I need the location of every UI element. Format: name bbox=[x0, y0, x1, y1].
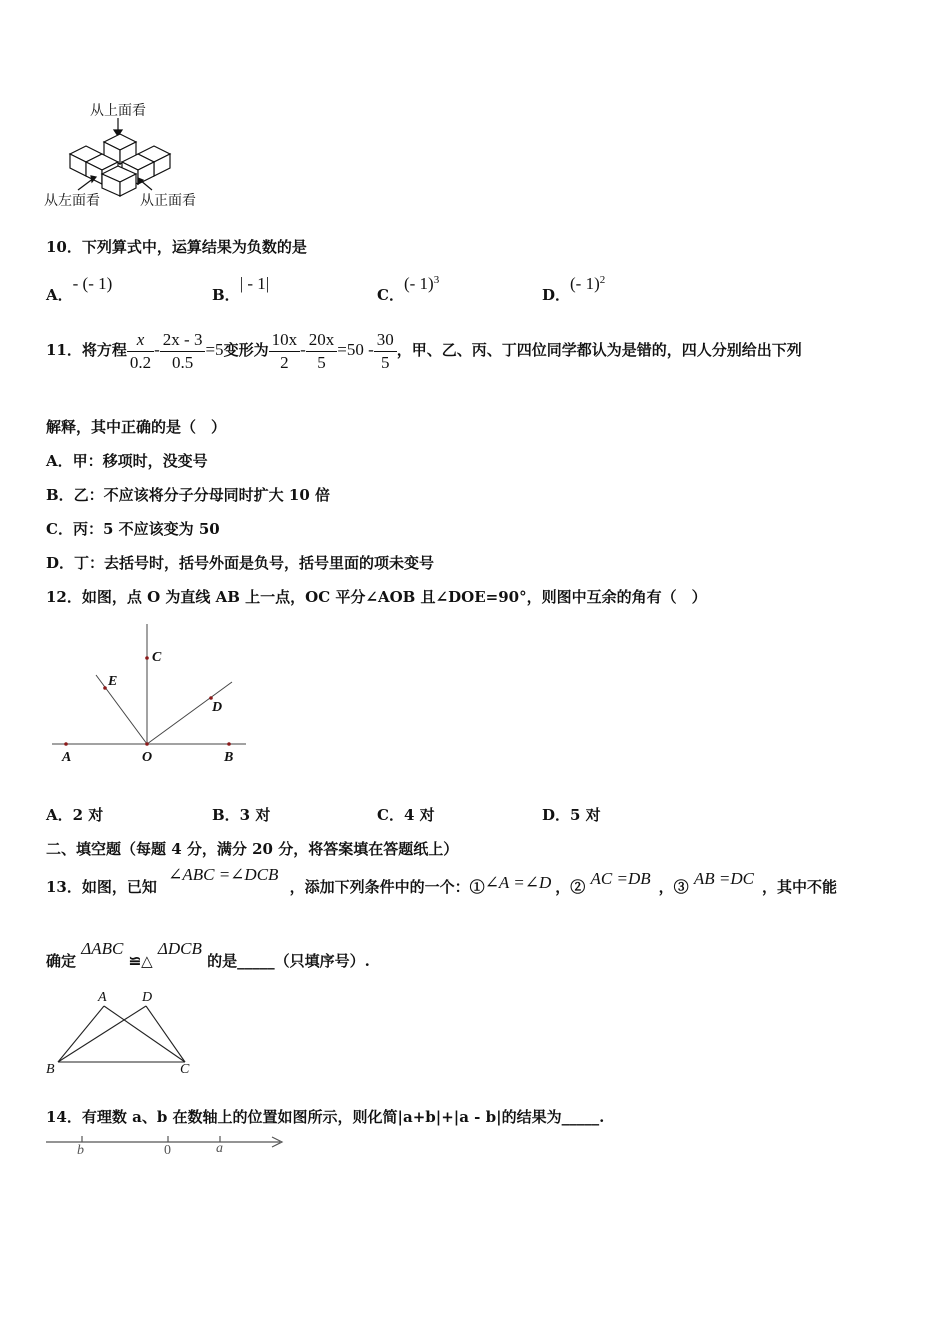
equals-five: =5 bbox=[205, 340, 224, 359]
point-label-d: D bbox=[212, 700, 223, 715]
q11-option-a: A．甲：移项时，没变号 bbox=[46, 452, 208, 470]
q13-line2 bbox=[46, 939, 370, 971]
q13-line1 bbox=[46, 865, 837, 897]
q10-option-b bbox=[212, 274, 269, 305]
option-exponent: 2 bbox=[599, 274, 606, 286]
q11-option-c: C．丙：5 不应该变为 50 bbox=[46, 520, 220, 538]
point-label-b: B bbox=[46, 1062, 55, 1077]
q13-line2-b: 的是_____（只填序号）. bbox=[207, 952, 370, 970]
option-letter: C． bbox=[377, 286, 404, 304]
point-label-o: O bbox=[142, 750, 153, 765]
label-front-view: 从正面看 bbox=[140, 193, 196, 209]
q10-option-d bbox=[542, 274, 605, 305]
q12-option-c: C．4 对 bbox=[377, 806, 435, 824]
q11-suffix: ，甲、乙、丙、丁四位同学都认为是错的，四人分别给出下列 bbox=[396, 341, 802, 359]
figure-angles bbox=[46, 620, 256, 770]
point-label-a: A bbox=[62, 750, 72, 765]
tick-label-a: a bbox=[216, 1141, 223, 1156]
option-expr: (- 1) bbox=[403, 274, 434, 293]
q13-line2-a: 确定 bbox=[46, 952, 77, 970]
q11-line1 bbox=[46, 326, 802, 374]
q13-sep-3: ，③ bbox=[658, 878, 689, 896]
option-letter: A． bbox=[46, 286, 73, 304]
figure-number-line bbox=[44, 1132, 294, 1166]
point-label-b: B bbox=[224, 750, 234, 765]
q13-triangle-1: ΔABC bbox=[81, 939, 124, 958]
label-left-view: 从左面看 bbox=[44, 193, 100, 209]
point-label-e: E bbox=[108, 674, 118, 689]
point-label-d: D bbox=[142, 990, 153, 1005]
q13-suffix: ，其中不能 bbox=[761, 878, 837, 896]
option-expr: | - 1| bbox=[239, 274, 270, 293]
fraction: $\frac{2x - 3}{0.5}$ bbox=[160, 329, 206, 374]
point-label-c: C bbox=[180, 1062, 190, 1077]
tick-label-b: b bbox=[77, 1143, 84, 1158]
q11-option-d: D．丁：去括号时，括号外面是负号，括号里面的项未变号 bbox=[46, 554, 435, 572]
q14-stem: 14．有理数 a、b 在数轴上的位置如图所示，则化简|a+b|+|a - b|的结果为_____. bbox=[46, 1108, 605, 1126]
q12-option-b: B．3 对 bbox=[212, 806, 271, 824]
q12-option-d: D．5 对 bbox=[542, 806, 601, 824]
option-letter: D． bbox=[542, 286, 571, 304]
tick-label-zero: 0 bbox=[164, 1143, 171, 1158]
point-label-a: A bbox=[98, 990, 107, 1005]
q11-mid: 变形为 bbox=[223, 341, 269, 359]
q10-option-a bbox=[46, 274, 112, 305]
q11-prefix: 11．将方程 bbox=[46, 341, 127, 359]
fraction: $\frac{x}{0.2}$ bbox=[127, 329, 154, 374]
q13-condition-3: AB =DC bbox=[693, 869, 754, 888]
equals-fifty: =50 - bbox=[337, 340, 374, 359]
point-label-c: C bbox=[152, 650, 162, 665]
minus-sign: - bbox=[300, 340, 306, 359]
q10-stem: 10．下列算式中，运算结果为负数的是 bbox=[46, 238, 307, 256]
q11-option-b: B．乙：不应该将分子分母同时扩大 10 倍 bbox=[46, 486, 330, 504]
fraction: $\frac{30}{5}$ bbox=[374, 329, 397, 374]
minus-sign: - bbox=[154, 340, 160, 359]
q12-option-a: A．2 对 bbox=[46, 806, 104, 824]
figure-cube-stack bbox=[40, 98, 210, 210]
q13-condition-1: ∠A =∠D bbox=[484, 873, 552, 892]
option-expr: (- 1) bbox=[570, 274, 600, 293]
fraction: $\frac{10x}{2}$ bbox=[269, 329, 301, 374]
q10-option-c bbox=[377, 274, 439, 305]
option-expr: - (- 1) bbox=[72, 274, 113, 293]
q13-condition-2: AC =DB bbox=[590, 869, 651, 888]
q12-stem: 12．如图，点 O 为直线 AB 上一点，OC 平分∠AOB 且∠DOE=90°，则图中互余的角有（ ） bbox=[46, 588, 707, 606]
option-letter: B． bbox=[212, 286, 240, 304]
option-exponent: 3 bbox=[433, 274, 440, 286]
figure-triangles bbox=[44, 990, 204, 1082]
q13-triangle-2: ΔDCB bbox=[157, 939, 202, 958]
q11-line2: 解释，其中正确的是（ ） bbox=[46, 418, 227, 436]
q13-given: ∠ABC =∠DCB bbox=[168, 865, 279, 884]
q13-mid: ，添加下列条件中的一个：① bbox=[289, 878, 485, 896]
section-2-heading: 二、填空题（每题 4 分，满分 20 分，将答案填在答题纸上） bbox=[46, 840, 459, 858]
label-top-view: 从上面看 bbox=[90, 103, 146, 119]
fraction: $\frac{20x}{5}$ bbox=[306, 329, 338, 374]
q13-sep-2: ，② bbox=[555, 878, 586, 896]
angles-drawing bbox=[46, 620, 256, 770]
q13-congruent: ≌△ bbox=[128, 952, 153, 970]
q13-prefix: 13．如图，已知 bbox=[46, 878, 157, 896]
